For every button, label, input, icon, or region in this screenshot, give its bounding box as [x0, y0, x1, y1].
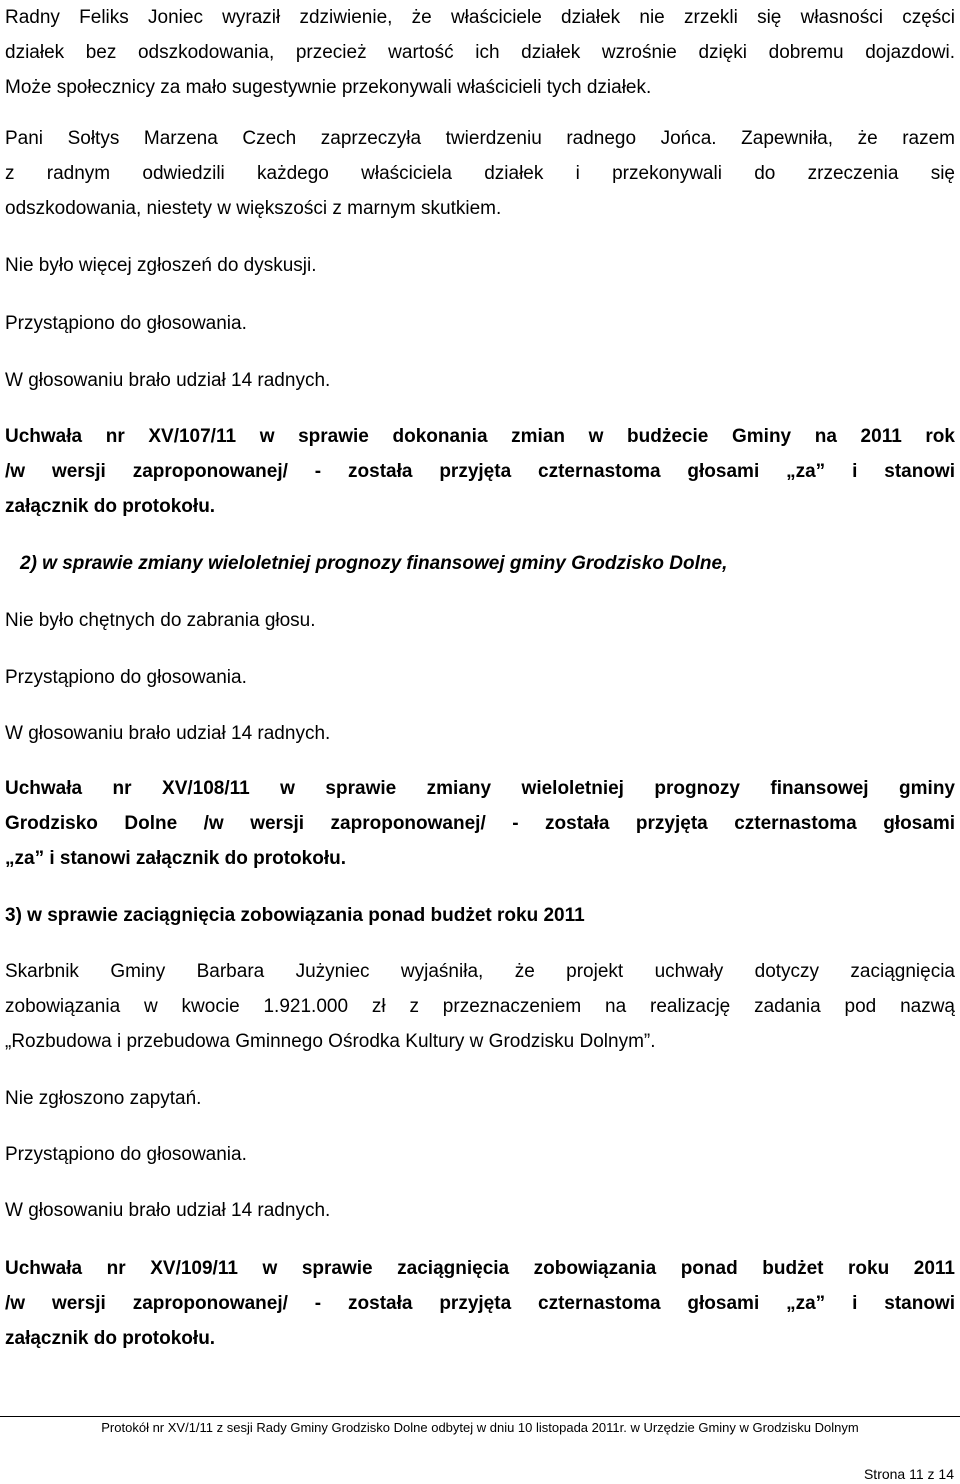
text-line: załącznik do protokołu. — [5, 1328, 216, 1349]
resolution-108 — [5, 771, 955, 876]
paragraph-treasurer — [5, 954, 955, 1059]
paragraph-no-more-discussion: Nie było więcej zgłoszeń do dyskusji. — [5, 255, 317, 276]
page-footer: Protokół nr XV/1/11 z sesji Rady Gminy Grodzisko Dolne odbytej w dniu 10 listopada 2011r. w Urzędzie Gminy w Grodzisku Dolnym — [101, 1420, 859, 1435]
text-line: /w wersji zaproponowanej/ - została przyjęta czternastoma głosami „za” i stanowi — [5, 1293, 955, 1314]
text-line: Może społecznicy za mało sugestywnie przekonywali właścicieli tych działek. — [5, 77, 652, 98]
page-number: Strona 11 z 14 — [863, 1466, 954, 1482]
resolution-107 — [5, 419, 955, 524]
paragraph-voting: Przystąpiono do głosowania. — [5, 667, 247, 688]
text-line: Uchwała nr XV/108/11 w sprawie zmiany wieloletniej prognozy finansowej gminy — [5, 778, 955, 799]
paragraph-no-questions: Nie zgłoszono zapytań. — [5, 1088, 202, 1109]
text-line: Uchwała nr XV/107/11 w sprawie dokonania zmian w budżecie Gminy na 2011 rok — [5, 426, 955, 447]
paragraph-joniec — [5, 0, 955, 105]
paragraph-voting: Przystąpiono do głosowania. — [5, 1144, 247, 1165]
text-line: odszkodowania, niestety w większości z marnym skutkiem. — [5, 198, 502, 219]
paragraph-participation: W głosowaniu brało udział 14 radnych. — [5, 1200, 331, 1221]
text-line: załącznik do protokołu. — [5, 496, 216, 517]
text-line: Pani Sołtys Marzena Czech zaprzeczyła twierdzeniu radnego Jońca. Zapewniła, że razem — [5, 128, 955, 149]
footer-divider — [0, 1416, 960, 1417]
resolution-109 — [5, 1251, 955, 1356]
text-line: zobowiązania w kwocie 1.921.000 zł z przeznaczeniem na realizację zadania pod nazwą — [5, 996, 955, 1017]
text-line: z radnym odwiedzili każdego właściciela działek i przekonywali do zrzeczenia się — [5, 163, 955, 184]
paragraph-soltys — [5, 121, 955, 226]
paragraph-participation: W głosowaniu brało udział 14 radnych. — [5, 723, 331, 744]
text-line: Skarbnik Gminy Barbara Jużyniec wyjaśniła, że projekt uchwały dotyczy zaciągnięcia — [5, 961, 955, 982]
text-line: Radny Feliks Joniec wyraził zdziwienie, że właściciele działek nie zrzekli się własności części — [5, 7, 955, 28]
text-line: „Rozbudowa i przebudowa Gminnego Ośrodka Kultury w Grodzisku Dolnym”. — [5, 1031, 656, 1052]
text-line: „za” i stanowi załącznik do protokołu. — [5, 848, 346, 869]
agenda-item-3-heading: 3) w sprawie zaciągnięcia zobowiązania ponad budżet roku 2011 — [5, 905, 585, 926]
text-line: Uchwała nr XV/109/11 w sprawie zaciągnięcia zobowiązania ponad budżet roku 2011 — [5, 1258, 955, 1279]
text-line: działek bez odszkodowania, przecież wartość ich działek wzrośnie dzięki dobremu dojazdowi. — [5, 42, 955, 63]
text-line: /w wersji zaproponowanej/ - została przyjęta czternastoma głosami „za” i stanowi — [5, 461, 955, 482]
paragraph-participation: W głosowaniu brało udział 14 radnych. — [5, 370, 331, 391]
text-line: Grodzisko Dolne /w wersji zaproponowanej/ - została przyjęta czternastoma głosami — [5, 813, 955, 834]
agenda-item-2-heading: 2) w sprawie zmiany wieloletniej prognozy finansowej gminy Grodzisko Dolne, — [20, 553, 728, 574]
paragraph-voting: Przystąpiono do głosowania. — [5, 313, 247, 334]
paragraph-no-speakers: Nie było chętnych do zabrania głosu. — [5, 610, 316, 631]
